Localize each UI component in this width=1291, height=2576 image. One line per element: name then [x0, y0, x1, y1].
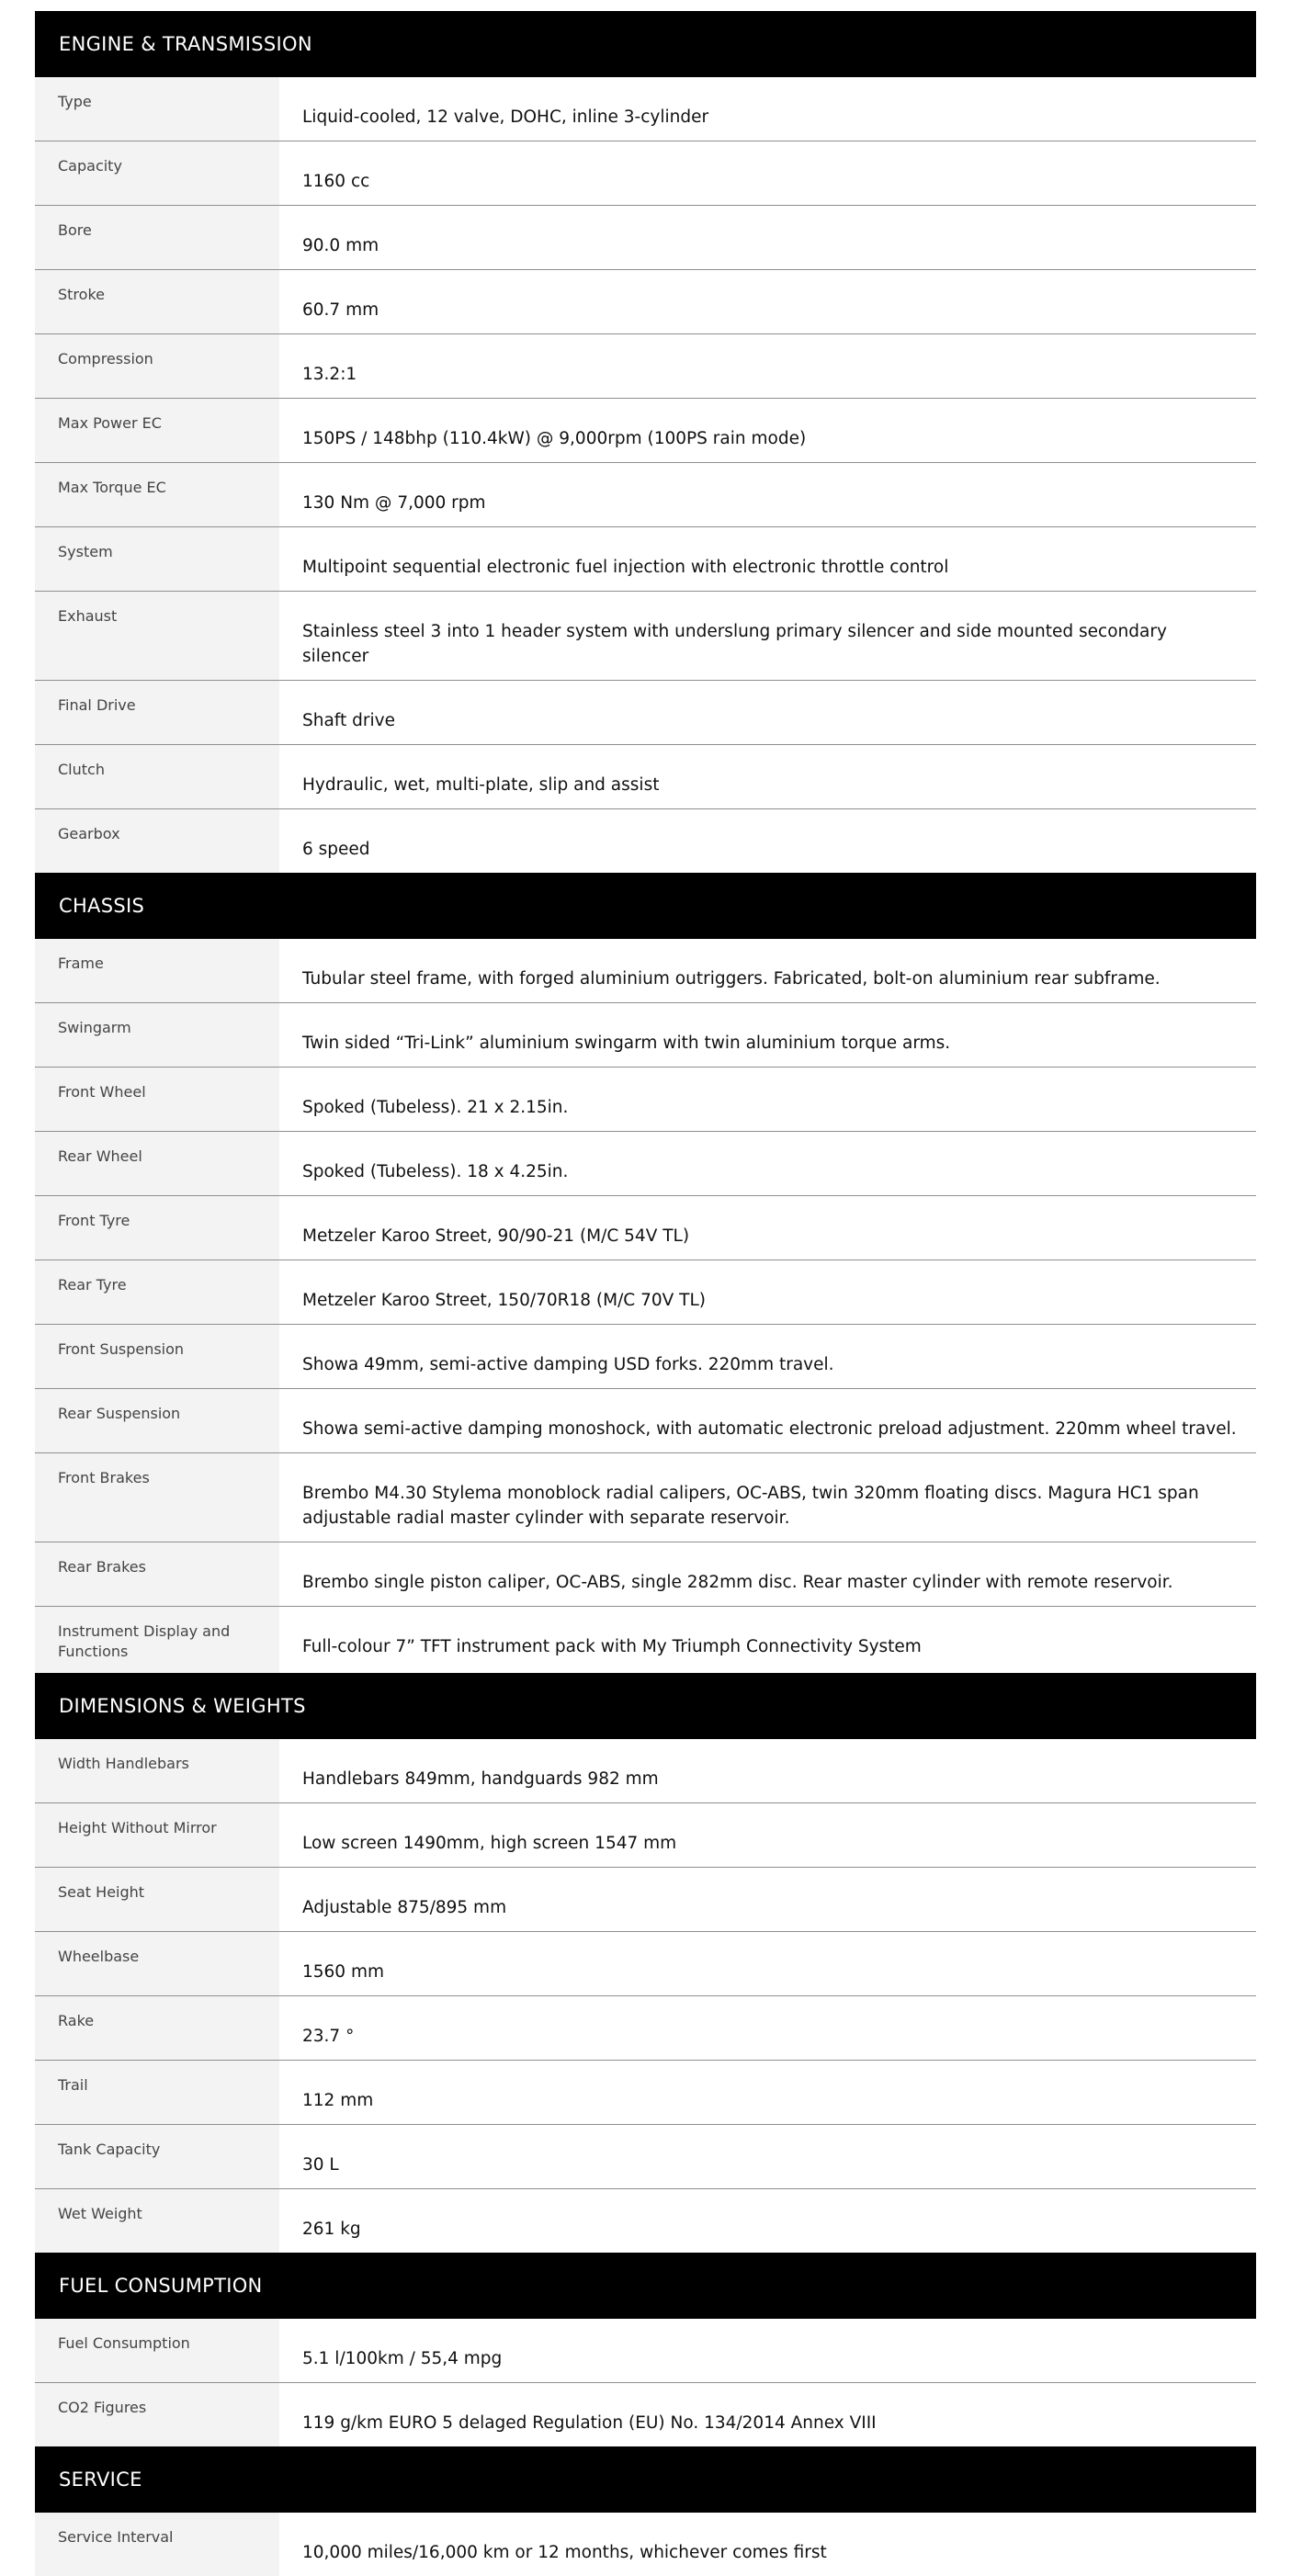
- spec-row: [35, 527, 1256, 592]
- spec-value: 6 speed: [302, 840, 370, 859]
- spec-label: Trail: [35, 2061, 279, 2124]
- spec-row: [35, 592, 1256, 681]
- spec-label: Rake: [35, 1996, 279, 2060]
- spec-row: [35, 2125, 1256, 2189]
- spec-section: [35, 2446, 1256, 2576]
- spec-label: CO2 Figures: [35, 2383, 279, 2446]
- spec-value: 119 g/km EURO 5 delaged Regulation (EU) No. 134/2014 Annex VIII: [302, 2413, 877, 2433]
- spec-label: Fuel Consumption: [35, 2319, 279, 2382]
- section-rows: [35, 77, 1256, 873]
- spec-label: Final Drive: [35, 681, 279, 744]
- spec-row: [35, 1739, 1256, 1803]
- spec-value: 60.7 mm: [302, 300, 379, 320]
- spec-row: [35, 1453, 1256, 1542]
- section-header: FUEL CONSUMPTION: [35, 2253, 1256, 2319]
- spec-label: Gearbox: [35, 809, 279, 873]
- spec-label: Frame: [35, 939, 279, 1002]
- spec-row: [35, 939, 1256, 1003]
- spec-row: [35, 809, 1256, 873]
- spec-row: [35, 270, 1256, 334]
- spec-label: Rear Suspension: [35, 1389, 279, 1452]
- spec-value: 112 mm: [302, 2091, 374, 2110]
- spec-label: Front Wheel: [35, 1068, 279, 1131]
- spec-row: [35, 141, 1256, 206]
- spec-label: Front Brakes: [35, 1453, 279, 1542]
- section-header: ENGINE & TRANSMISSION: [35, 11, 1256, 77]
- spec-label: Seat Height: [35, 1868, 279, 1931]
- spec-row: [35, 1068, 1256, 1132]
- spec-row: [35, 1196, 1256, 1260]
- spec-label: Compression: [35, 334, 279, 398]
- spec-row: [35, 2061, 1256, 2125]
- section-header: SERVICE: [35, 2446, 1256, 2513]
- spec-section: [35, 2253, 1256, 2446]
- spec-value: Brembo M4.30 Stylema monoblock radial calipers, OC-ABS, twin 320mm floating discs. Magura HC1 span adjustable radial master cylinder with separate reservoir.: [302, 1484, 1199, 1528]
- spec-section: [35, 873, 1256, 1673]
- spec-row: [35, 399, 1256, 463]
- spec-row: [35, 463, 1256, 527]
- spec-label: Swingarm: [35, 1003, 279, 1067]
- spec-value: 5.1 l/100km / 55,4 mpg: [302, 2349, 503, 2368]
- spec-row: [35, 1607, 1256, 1673]
- specifications-table: [35, 11, 1256, 2576]
- spec-value: 30 L: [302, 2155, 339, 2175]
- spec-value: Metzeler Karoo Street, 150/70R18 (M/C 70V TL): [302, 1291, 707, 1310]
- spec-value: 90.0 mm: [302, 236, 379, 255]
- spec-value: Liquid-cooled, 12 valve, DOHC, inline 3-cylinder: [302, 107, 709, 127]
- spec-section: [35, 11, 1256, 873]
- spec-row: [35, 1868, 1256, 1932]
- spec-row: [35, 1996, 1256, 2061]
- spec-value: 10,000 miles/16,000 km or 12 months, whichever comes first: [302, 2543, 827, 2562]
- spec-value: Showa semi-active damping monoshock, with automatic electronic preload adjustment. 220mm wheel travel.: [302, 1419, 1237, 1439]
- spec-label: Max Torque EC: [35, 463, 279, 526]
- spec-value: 23.7 °: [302, 2027, 355, 2046]
- spec-label: Type: [35, 77, 279, 141]
- section-rows: [35, 2513, 1256, 2576]
- spec-row: [35, 1542, 1256, 1607]
- spec-label: Front Suspension: [35, 1325, 279, 1388]
- spec-value: Low screen 1490mm, high screen 1547 mm: [302, 1834, 677, 1853]
- spec-value: 261 kg: [302, 2220, 361, 2239]
- spec-row: [35, 2319, 1256, 2383]
- spec-label: Stroke: [35, 270, 279, 333]
- spec-label: Width Handlebars: [35, 1739, 279, 1802]
- spec-label: Max Power EC: [35, 399, 279, 462]
- spec-value: 150PS / 148bhp (110.4kW) @ 9,000rpm (100PS rain mode): [302, 429, 807, 448]
- spec-label: Rear Brakes: [35, 1542, 279, 1606]
- spec-row: [35, 2383, 1256, 2446]
- spec-label: Service Interval: [35, 2513, 279, 2576]
- spec-row: [35, 77, 1256, 141]
- section-header: CHASSIS: [35, 873, 1256, 939]
- spec-value: 13.2:1: [302, 365, 357, 384]
- spec-value: Brembo single piston caliper, OC-ABS, single 282mm disc. Rear master cylinder with remote reservoir.: [302, 1573, 1173, 1592]
- spec-label: Height Without Mirror: [35, 1803, 279, 1867]
- spec-row: [35, 1132, 1256, 1196]
- spec-row: [35, 2513, 1256, 2576]
- spec-label: Wheelbase: [35, 1932, 279, 1995]
- section-rows: [35, 1739, 1256, 2253]
- spec-value: 1160 cc: [302, 172, 370, 191]
- spec-label: Instrument Display and Functions: [35, 1607, 279, 1673]
- spec-label: Clutch: [35, 745, 279, 808]
- spec-row: [35, 1803, 1256, 1868]
- spec-value: Multipoint sequential electronic fuel injection with electronic throttle control: [302, 558, 949, 577]
- spec-row: [35, 1389, 1256, 1453]
- section-rows: [35, 2319, 1256, 2446]
- spec-value: Adjustable 875/895 mm: [302, 1898, 507, 1917]
- spec-value: Showa 49mm, semi-active damping USD forks. 220mm travel.: [302, 1355, 834, 1374]
- spec-row: [35, 745, 1256, 809]
- spec-label: Rear Tyre: [35, 1260, 279, 1324]
- spec-label: System: [35, 527, 279, 591]
- spec-value: 130 Nm @ 7,000 rpm: [302, 493, 486, 513]
- spec-row: [35, 1932, 1256, 1996]
- spec-value: Stainless steel 3 into 1 header system with underslung primary silencer and side mounted secondary silencer: [302, 622, 1167, 666]
- spec-label: Front Tyre: [35, 1196, 279, 1260]
- spec-value: Full-colour 7” TFT instrument pack with My Triumph Connectivity System: [302, 1637, 922, 1656]
- spec-row: [35, 1325, 1256, 1389]
- spec-value: Hydraulic, wet, multi-plate, slip and assist: [302, 775, 660, 795]
- spec-label: Bore: [35, 206, 279, 269]
- section-rows: [35, 939, 1256, 1673]
- spec-row: [35, 2189, 1256, 2253]
- spec-label: Exhaust: [35, 592, 279, 680]
- spec-value: Spoked (Tubeless). 18 x 4.25in.: [302, 1162, 569, 1181]
- spec-section: [35, 1673, 1256, 2253]
- spec-label: Tank Capacity: [35, 2125, 279, 2188]
- spec-row: [35, 334, 1256, 399]
- spec-label: Rear Wheel: [35, 1132, 279, 1195]
- spec-value: Twin sided “Tri-Link” aluminium swingarm with twin aluminium torque arms.: [302, 1034, 951, 1053]
- section-header: DIMENSIONS & WEIGHTS: [35, 1673, 1256, 1739]
- spec-row: [35, 681, 1256, 745]
- spec-row: [35, 1003, 1256, 1068]
- spec-row: [35, 206, 1256, 270]
- spec-value: Handlebars 849mm, handguards 982 mm: [302, 1769, 659, 1789]
- spec-label: Capacity: [35, 141, 279, 205]
- spec-label: Wet Weight: [35, 2189, 279, 2253]
- spec-value: Tubular steel frame, with forged aluminium outriggers. Fabricated, bolt-on aluminium rear subframe.: [302, 969, 1161, 989]
- spec-value: 1560 mm: [302, 1962, 385, 1982]
- spec-value: Metzeler Karoo Street, 90/90-21 (M/C 54V TL): [302, 1226, 690, 1246]
- spec-row: [35, 1260, 1256, 1325]
- spec-value: Spoked (Tubeless). 21 x 2.15in.: [302, 1098, 569, 1117]
- spec-value: Shaft drive: [302, 711, 395, 730]
